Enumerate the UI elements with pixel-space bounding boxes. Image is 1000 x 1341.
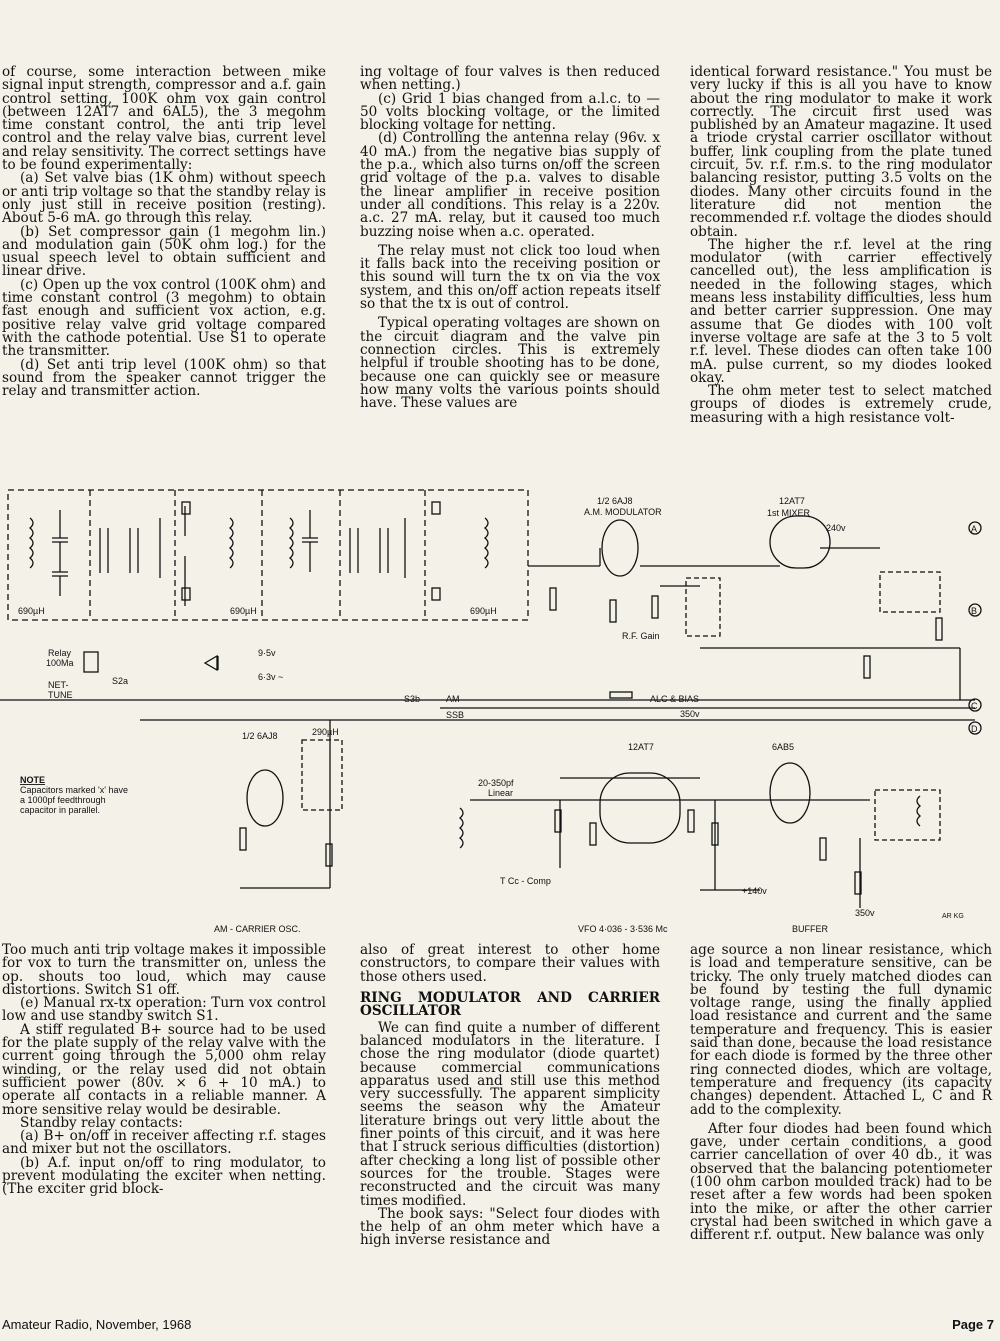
note-title: NOTE: [20, 775, 46, 785]
vfo-label: VFO 4·036 - 3·536 Mc: [578, 924, 668, 934]
resistors: [240, 588, 942, 894]
wiring: [0, 548, 978, 908]
capacitor-label: Linear: [488, 788, 514, 798]
voltage-label: 9·5v: [258, 648, 276, 658]
coil-shield: [686, 578, 720, 636]
paragraph: The book says: "Select four diodes with the help of an ohm meter which have a high inverse resistance and: [360, 1205, 660, 1249]
voltage-label: 6·3v ~: [258, 672, 284, 682]
capacitor-label: 20-350pf: [478, 778, 514, 788]
paragraph: (d) Controlling the antenna relay (96v. x 40 mA.) from the negative bias supply of the p.a., which also turns on/off the screen grid voltage of the p.a. valves to disable the linear amplifier in receive position under all conditions. This relay is a 220v. a.c. 27 mA. relay, but it caused too much buzzing noise when a.c. operated.: [360, 130, 660, 240]
paragraph: (d) Set anti trip level (100K ohm) so that sound from the speaker cannot trigger the relay and transmitter action.: [2, 356, 326, 400]
crystal-filter-section: [30, 502, 488, 606]
coil-shield: [880, 572, 940, 612]
tc-comp-label: T Cc - Comp: [500, 876, 551, 886]
footer-page-number: Page 7: [952, 1317, 994, 1332]
buffer-label: BUFFER: [792, 924, 828, 934]
diode-symbol: [205, 656, 218, 670]
paragraph: (c) Grid 1 bias changed from a.l.c. to —50 volts blocking voltage, or the limited blocking voltage for netting.: [360, 90, 660, 134]
column-bottom-3: [690, 944, 992, 1243]
signature-mark: AR KG: [942, 913, 964, 920]
paragraph: After four diodes had been found which gave, under certain conditions, a good carrier cancellation of over 40 db., it was observed that the balancing potentiometer (100 ohm carbon moulded track) had to be reset after a few words had been spoken into the mike, or after the other carrier crystal had been switched in which gave a different r.f. output. New balance was only: [690, 1120, 992, 1244]
switch-label: S3b: [404, 694, 421, 704]
coil-shield: [875, 790, 940, 840]
paragraph: The relay must not click too loud when it falls back into the receiving position or this sound will turn the tx on via the vox system, and this on/off action repeats itself so that the tx is out of control.: [360, 242, 660, 313]
am-modulator-tube-label: 1/2 6AJ8: [597, 496, 633, 506]
paragraph: Too much anti trip voltage makes it impossible for vox to turn the transmitter on, unless the op. shouts too loud, which may cause distortions. Switch S1 off.: [2, 942, 326, 998]
switch-label: S2a: [112, 676, 129, 686]
paragraph: The higher the r.f. level at the ring modulator (with carrier effectively cancelled out), the less amplification is needed in the following stages, which means less instability difficulties, less hum and better carrier suppression. One may assume that Ge diodes with 100 volt inverse voltage are safe at the 3 to 5 volt r.f. level. These diodes can often take 100 mA. pulse current, so my diodes looked okay.: [690, 236, 992, 386]
paragraph: ing voltage of four valves is then reduced when netting.): [360, 64, 660, 94]
inductor-label: 290µH: [312, 727, 339, 737]
paragraph: The ohm meter test to select matched groups of diodes is extremely crude, measuring with a high resistance volt-: [690, 383, 992, 426]
note-line: a 1000pf feedthrough: [20, 795, 106, 805]
inductor-label: 690µH: [470, 606, 497, 616]
circuit-schematic: [0, 488, 1000, 934]
terminal-c: C: [971, 701, 978, 711]
paragraph: of course, some interaction between mike signal input strength, compressor and a.f. gain control setting, 100K ohm vox gain control (between 12AT7 and 6AL5), the 3 megohm time constant control, the anti trip level control and the relay valve bias, current level and relay sensitivity. The correct settings have to be found experimentally:: [2, 64, 326, 174]
paragraph: (a) Set valve bias (1K ohm) without speech or anti trip voltage so that the standby relay is only just still in receive position (resting). About 5-6 mA. go through this relay.: [2, 170, 326, 227]
column-bottom-1: [2, 944, 326, 1197]
voltage-label: 240v: [826, 523, 846, 533]
relay-current-label: 100Ma: [46, 658, 74, 668]
vfo-coil: [460, 808, 463, 848]
paragraph: (a) B+ on/off in receiver affecting r.f. stages and mixer but not the oscillators.: [2, 1128, 326, 1158]
carrier-tube-label: 1/2 6AJ8: [242, 731, 278, 741]
paragraph: identical forward resistance." You must be very lucky if this is all you have to know about the ring modulator to make it work correctly. The circuit first used was published by an Amateur magazine. It used a triode crystal carrier oscillator without buffer, link coupling from the plate tuned circuit, 5v. r.f. r.m.s. to the ring modulator balancing resistor, putting 3.5 volts on the diodes. Many other circuits found in the literature did not mention the recommended r.f. voltage the diodes should obtain.: [690, 64, 992, 240]
paragraph: (e) Manual rx-tx operation: Turn vox control low and use standby switch S1.: [2, 995, 326, 1025]
paragraph: age source a non linear resistance, which is load and temperature sensitive, can be tricky. The only truely matched diodes can be found by testing the full dynamic voltage range, using the finally applied load resistance and current and the same temperature and frequency. This is easier said than done, because the load resistance for each diode is formed by the three other ring connected diodes, which are voltage, temperature and frequency (its capacity changes) dependent. Attached L, C and R add to the complexity.: [690, 942, 992, 1118]
output-coil: [917, 796, 920, 826]
paragraph: (c) Open up the vox control (100K ohm) and time constant control (3 megohm) to obtain fast enough and sufficient vox action, e.g. positive relay valve grid voltage compared with the cathode potential. Use S1 to operate the transmitter.: [2, 276, 326, 360]
buffer-tube-label: 6AB5: [772, 742, 795, 752]
column-top-2: [360, 66, 660, 410]
rf-gain-label: R.F. Gain: [622, 631, 660, 641]
voltage-label: 350v: [855, 908, 875, 918]
paragraph: (b) Set compressor gain (1 megohm lin.) and modulation gain (50K ohm log.) for the usual speech level to obtain sufficient and linear drive.: [2, 223, 326, 280]
mixer-label: 1st MIXER: [767, 508, 811, 518]
note-line: capacitor in parallel.: [20, 805, 101, 815]
relay-coil: [84, 652, 98, 672]
column-top-1: [2, 66, 326, 398]
net-tune-label: TUNE: [48, 690, 73, 700]
vfo-tube-label: 12AT7: [628, 742, 654, 752]
voltage-label: 350v: [680, 709, 700, 719]
paragraph: Typical operating voltages are shown on the circuit diagram and the valve pin connection circles. This is extremely helpful if trouble shooting has to be done, because one can quickly see or measure how many volts the various points should have. These values are: [360, 315, 660, 412]
inductor-label: 690µH: [18, 606, 45, 616]
paragraph: We can find quite a number of different balanced modulators in the literature. I chose the ring modulator (diode quartet) because commercial communications apparatus used and still use this method very successfully. The apparent simplicity seems the season why the Amateur literature brings out very little about the finer points of this circuit, and it was here that I struck serious difficulties (distortion) after checking a long list of possible other sources for the trouble. Stages were reconstructed and the circuit was many times modified.: [360, 1019, 660, 1209]
section-heading: RING MODULATOR AND CARRIER OSCILLATOR: [360, 989, 660, 1020]
carrier-osc-label: AM - CARRIER OSC.: [214, 924, 301, 934]
paragraph: Standby relay contacts:: [20, 1114, 183, 1131]
alc-bias-label: ALC & BIAS: [650, 694, 700, 704]
note-line: Capacitors marked 'x' have: [20, 785, 128, 795]
paragraph: (b) A.f. input on/off to ring modulator, to prevent modulating the exciter when netting. (The exciter grid block-: [2, 1154, 326, 1198]
valve-tubes: [247, 516, 830, 843]
mixer-tube-label: 12AT7: [779, 496, 805, 506]
paragraph: A stiff regulated B+ source had to be used for the plate supply of the relay valve with the current going through the 5,000 ohm relay winding, or the relay used did not obtain sufficient power (80v. × 6 + 10 mA.) to operate all contacts in a reliable manner. A more sensitive relay would be desirable.: [2, 1021, 326, 1118]
column-bottom-2: [360, 944, 660, 1248]
am-label: AM: [446, 694, 460, 704]
terminal-a: A: [971, 524, 978, 534]
net-tune-label: NET-: [48, 680, 69, 690]
footer-publication: Amateur Radio, November, 1968: [2, 1317, 192, 1332]
coil-shield: [302, 740, 342, 810]
inductor-label: 690µH: [230, 606, 257, 616]
ssb-label: SSB: [446, 710, 465, 720]
column-top-3: [690, 66, 992, 425]
voltage-label: +140v: [742, 886, 767, 896]
shield-outline: [8, 490, 528, 620]
relay-label: Relay: [48, 648, 72, 658]
terminal-b: B: [971, 606, 978, 616]
paragraph: also of great interest to other home constructors, to compare their values with those others used.: [360, 942, 660, 985]
am-modulator-label: A.M. MODULATOR: [584, 507, 662, 517]
terminal-d: D: [971, 724, 978, 734]
